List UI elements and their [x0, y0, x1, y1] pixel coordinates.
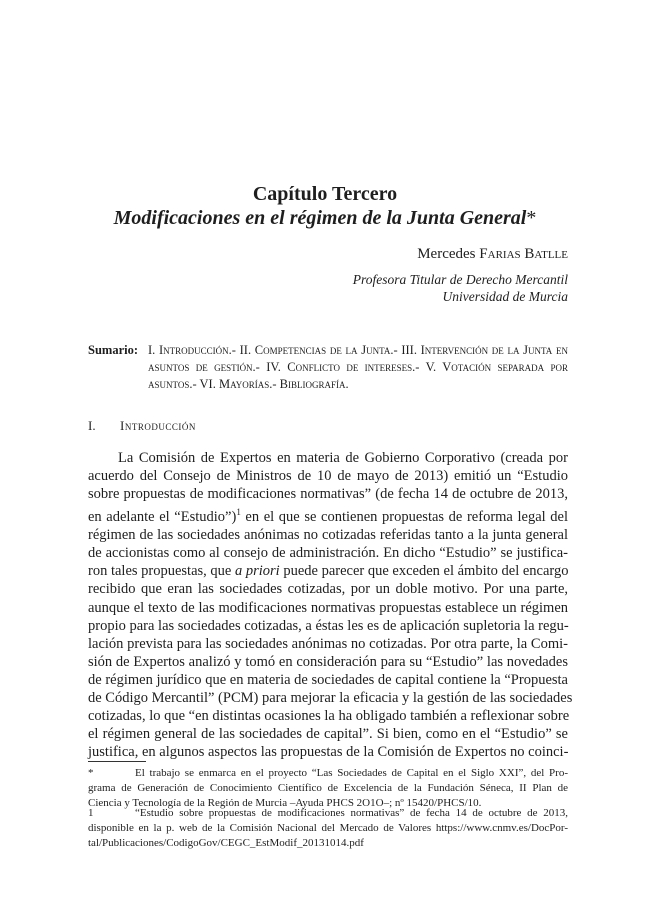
author-affiliation [353, 271, 568, 305]
section-title: Introducción [120, 418, 196, 433]
body-line: La Comisión de Expertos en materia de Gobierno Corporativo (creada por [118, 450, 568, 466]
chapter-title [0, 206, 650, 230]
chapter-label: Capítulo Tercero [252, 183, 398, 205]
body-line: el régimen general de las sociedades de capital”. Si bien, como en el “Estudio” se [88, 726, 568, 743]
author-position: Profesora Titular de Derecho Mercantil [352, 272, 568, 287]
body-line: de accionistas como al consejo de administración. En dicho “Estudio” se justifica- [88, 545, 568, 562]
body-line: recibido que eran las sociedades cotizadas, por un doble motivo. Por una parte, [88, 581, 568, 598]
footnote-text: “Estudio sobre propuestas de modificaciones normativas” de fecha 14 de octubre de 2013, [135, 807, 568, 819]
footnote-line: grama de Generación de Conocimiento Científico de Excelencia de la Fundación Séneca, II Plan de [88, 782, 568, 794]
body-line: lación prevista para las sociedades anónimas no cotizadas. Por otra parte, la Comi- [88, 635, 568, 652]
body-line: acuerdo del Consejo de Ministros de 10 de mayo de 2013) emitió un “Estudio [88, 468, 568, 485]
footnote-line: disponible en la p. web de la Comisión Nacional del Mercado de Valores https://www.cnmv.es/DocPor- [88, 822, 568, 834]
footnote-line [88, 806, 568, 821]
footnote-separator [88, 761, 146, 762]
body-line: cotizadas, lo que “en distintas ocasiones la ha obligado también a reflexionar sobre [88, 708, 570, 725]
body-line: de Código Mercantil” (PCM) para mejorar la eficacia y la gestión de las sociedades [88, 690, 573, 707]
body-line: régimen de las sociedades anónimas no cotizadas referidas tanto a la junta general [88, 527, 568, 544]
section-number: I. [88, 418, 96, 433]
body-line: propio para las sociedades cotizadas, a éstas les es de aplicación supletoria la regu- [88, 617, 569, 634]
summary-text: I. Introducción.- II. Competencias de la Junta.- III. Intervención de la Junta en asuntos de gestión.- IV. Conflicto de intereses.- V. Votación separada por asuntos.- VI. Mayorías.- Bibliografía. [148, 343, 568, 391]
summary-block [88, 342, 568, 393]
section-heading [88, 418, 196, 434]
footnote-line: Ciencia y Tecnología de la Región de Murcia –Ayuda PHCS 2O1O–; nº 15420/PHCS/10. [88, 797, 482, 809]
footnote-1 [88, 766, 568, 811]
author-name [417, 246, 568, 263]
body-line: justifica, en algunos aspectos las propuestas de la Comisión de Expertos no coinci- [88, 744, 569, 761]
footnote-text: El trabajo se enmarca en el proyecto “Las Sociedades de Capital en el Siglo XXI”, del Pro- [135, 767, 568, 779]
body-line: en adelante el “Estudio”)$^1$ en el que se contienen propuestas de reforma legal del [88, 507, 568, 526]
chapter-title-footnote-mark: * [526, 207, 537, 229]
body-line: ron tales propuestas, que a priori puede parecer que exceden el ámbito del encargo [88, 563, 569, 580]
footnote-2 [88, 806, 568, 851]
author-institution: Universidad de Murcia [442, 289, 568, 304]
body-line: aunque el texto de las modificaciones normativas propuestas establece un régimen [88, 599, 568, 616]
body-line: sobre propuestas de modificaciones normativas” (de fecha 14 de octubre de 2013, [88, 486, 568, 503]
author-last-name: Farias Batlle [479, 246, 568, 262]
summary-label: Sumario: [88, 343, 138, 357]
body-paragraph [88, 449, 573, 761]
body-line: sión de Expertos analizó y tomó en consideración para su “Estudio” las novedades [88, 653, 568, 670]
body-line: de régimen jurídico que en materia de sociedades de capital contiene la “Propuesta [88, 671, 568, 688]
author-first-name: Mercedes [417, 246, 476, 262]
footnote-mark: * [88, 767, 94, 779]
footnote-line: tal/Publicaciones/CodigoGov/CEGC_EstModif_20131014.pdf [88, 837, 364, 849]
footnote-line [88, 766, 568, 781]
chapter-title-text: Modificaciones en el régimen de la Junta General [113, 207, 527, 229]
footnote-mark: 1 [88, 807, 94, 819]
